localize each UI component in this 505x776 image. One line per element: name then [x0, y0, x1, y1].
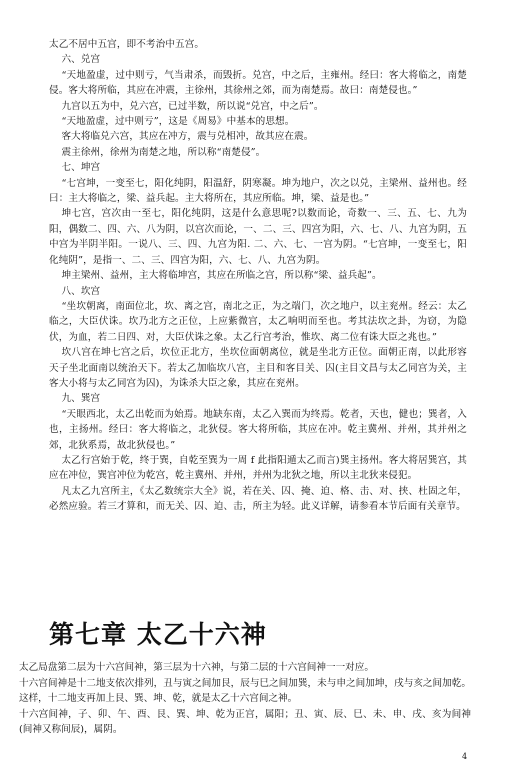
section-heading: 七、坤宫 — [61, 162, 101, 174]
chapter-intro-text — [19, 660, 471, 738]
body-text — [49, 37, 467, 515]
paragraph: 九宫以五为中，兑六宫，已过半数，所以说“兑宫，中之后”。 — [61, 100, 324, 112]
chapter-title: 第七章 太乙十六神 — [49, 620, 267, 649]
paragraph: 凡太乙九宫所主，《太乙数统宗大全》说，若在关、囚、掩、迫、格、击、对、挟、杜固之年，必然应验。若三才算和，而无关、囚、迫、击，所主为轻。此义详解，请参看本节后面有关章节。 — [49, 485, 467, 513]
paragraph: 十六宫间神是十二地支依次排列，丑与寅之间加艮，辰与巳之间加巽，未与申之间加坤，戌与亥之间加乾。这样，十二地支再加上艮、巽、坤、乾，就是太乙十六宫间之神。 — [19, 677, 471, 705]
page-number: 4 — [462, 752, 468, 761]
paragraph: 坎八宫在坤七宫之后，坎位正北方，坐坎位面朝离位，就是坐北方正位。面朝正南，以此形容天子坐北面南以统治天下。若太乙加临坎八宫，主目和客目关、囚(主目文昌与太乙同宫为关，主客大小将与太乙同宫为囚)，为诛杀大臣之象，其应在兖州。 — [49, 347, 467, 389]
paragraph: 坤七宫，宫次由一至七，阳化纯阴，这是什么意思呢?以数而论，奇数一、三、五、七、九为阳，偶数二、四、六、八为阴，以宫次而论，一、二、三、四宫为阳，六、七、八、九宫为阴，五中宫为半阴半阳。一说八、三、四、九宫为阳. 二、六、七、一宫为阴。“七宫坤，一变至七，阳化纯阴”，是指一、二、三、四宫为阳，六、七、八、九宫为阴。 — [49, 208, 467, 266]
section-heading: 八、坎宫 — [61, 285, 101, 297]
paragraph: “天地盈虚，过中则亏，气当肃杀，而毁折。兑宫，中之后，主雍州。经曰：客大将临之，南楚侵。客大将所临，其应在冲震，主徐州，其徐州之郊，而为南楚焉。故曰：南楚侵也。” — [49, 69, 467, 97]
paragraph: 坤主梁州、益州，主大将临坤宫，其应在所临之宫，所以称“梁、益兵起”。 — [61, 270, 382, 282]
paragraph: “七宫坤，一变至七，阳化纯阴，阳温舒，阴寒凝。坤为地户，次之以兑，主梁州、益州也。经曰：主大将临之，梁、益兵起。主大将所在，其应所临。坤，梁、益是也。” — [49, 177, 467, 205]
paragraph: “天眼西北，太乙出乾而为始焉。地缺东南，太乙入巽而为终焉。乾者，天也，健也；巽者，入也，主扬州。经曰：客大将临之，北狄侵。客大将所临，其应在冲。乾主冀州、并州，其并州之郊，北狄系焉，故北狄侵也。” — [49, 408, 467, 451]
paragraph: 十六宫间神，子、卯、午、酉、艮、巽、坤、乾为正宫，属阳；丑、寅、辰、巳、未、申、戌、亥为间神(间神又称间辰)，属阴。 — [19, 708, 471, 736]
section-heading: 六、兑宫 — [61, 54, 101, 66]
paragraph: 客大将临兑六宫，其应在冲方，震与兑相冲，故其应在震。 — [61, 131, 314, 143]
paragraph: 震主徐州，徐州为南楚之地，所以称“南楚侵”。 — [61, 146, 266, 158]
paragraph: 太乙局盘第二层为十六宫间神，第三层为十六神，与第二层的十六宫间神一一对应。 — [19, 662, 374, 673]
paragraph: 太乙不居中五宫，即不考治中五宫。 — [49, 39, 205, 50]
paragraph: “天地盈虚，过中则亏”，这是《周易》中基本的思想。 — [61, 116, 295, 128]
section-heading: 九、巽宫 — [61, 393, 101, 405]
paragraph: “坐坎朝离，南面位北，坎、离之宫，南北之正，为之端门，次之地户，以主兖州。经云：太乙临之，大臣伏诛。坎乃北方之正位，上应紫微宫，太乙响明而至也。考其法坎之卦，为窃，为隐伏，为血，若二日四、对，大臣伏诛之象。太乙行宫考治，惟坎、离二位有诛大臣之兆也。” — [49, 300, 467, 343]
paragraph: 太乙行宫始于乾，终于巽，自乾至巽为一周 f 此指阳遁太乙而言)巽主扬州。客大将居巽宫，其应在冲位，巽宫冲位为乾宫，乾主冀州、并州，并州为北狄之地，所以主北狄来侵犯。 — [49, 454, 467, 482]
